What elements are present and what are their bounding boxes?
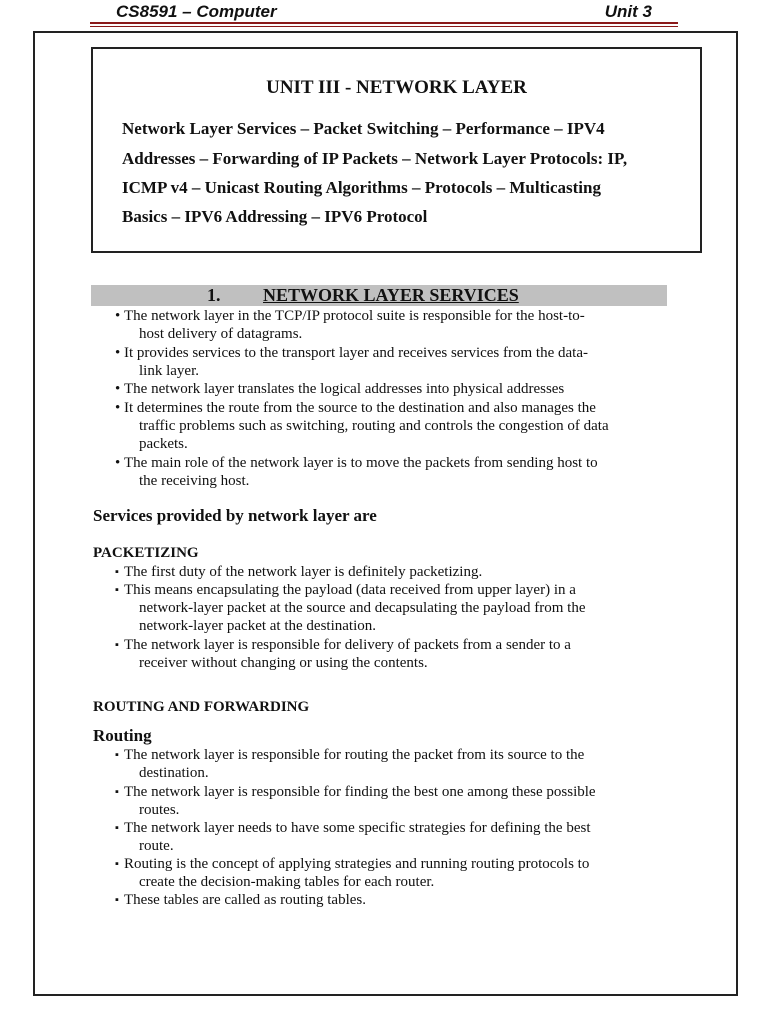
section-number: 1. [207, 285, 221, 305]
bullet-text: route. [139, 838, 174, 854]
bullet-square-icon: ▪ [115, 858, 119, 870]
bullet-square-icon: ▪ [115, 749, 119, 761]
unit-title: UNIT III - NETWORK LAYER [266, 77, 527, 98]
bullet-dot-icon: • [115, 455, 121, 471]
bullet-text: The network layer is responsible for routing the packet from its source to the [124, 747, 585, 763]
bullet-text: routes. [139, 802, 180, 818]
syllabus-line: ICMP v4 – Unicast Routing Algorithms – Protocols – Multicasting [122, 178, 601, 197]
bullet-text: The network layer translates the logical addresses into physical addresses [124, 381, 565, 397]
course-code: CS8591 – Computer [116, 2, 277, 21]
syllabus-line: Basics – IPV6 Addressing – IPV6 Protocol [122, 207, 428, 226]
header-rule-thin [90, 26, 678, 27]
bullet-text: Routing is the concept of applying strategies and running routing protocols to [124, 856, 590, 872]
bullet-square-icon: ▪ [115, 894, 119, 906]
bullet-square-icon: ▪ [115, 584, 119, 596]
routing-forwarding-heading: ROUTING AND FORWARDING [93, 699, 310, 715]
section-title: NETWORK LAYER SERVICES [263, 285, 519, 305]
syllabus-box [91, 47, 702, 253]
bullet-text: traffic problems such as switching, routing and controls the congestion of data [139, 418, 609, 434]
bullet-text: These tables are called as routing tables. [124, 892, 366, 908]
bullet-square-icon: ▪ [115, 822, 119, 834]
routing-subheading: Routing [93, 726, 152, 745]
bullet-text: packets. [139, 436, 188, 452]
bullet-text: The first duty of the network layer is definitely packetizing. [124, 564, 483, 580]
bullet-text: The main role of the network layer is to move the packets from sending host to [124, 455, 598, 471]
bullet-square-icon: ▪ [115, 566, 119, 578]
bullet-text: The network layer is responsible for finding the best one among these possible [124, 784, 596, 800]
header-rule [90, 22, 678, 24]
bullet-text: the receiving host. [139, 473, 250, 489]
bullet-text: The network layer needs to have some specific strategies for defining the best [124, 820, 591, 836]
page-header [90, 2, 678, 22]
bullet-text: The network layer in the TCP/IP protocol suite is responsible for the host-to- [124, 308, 585, 324]
bullet-square-icon: ▪ [115, 639, 119, 651]
bullet-text: host delivery of datagrams. [139, 326, 303, 342]
section-heading-band [91, 285, 667, 306]
bullet-text: It provides services to the transport layer and receives services from the data- [124, 345, 588, 361]
bullet-text: destination. [139, 765, 209, 781]
bullet-text: This means encapsulating the payload (data received from upper layer) in a [124, 582, 576, 598]
bullet-text: network-layer packet at the destination. [139, 618, 376, 634]
bullet-text: The network layer is responsible for delivery of packets from a sender to a [124, 637, 571, 653]
bullet-dot-icon: • [115, 345, 121, 361]
bullet-text: It determines the route from the source to the destination and also manages the [124, 400, 596, 416]
syllabus-line: Network Layer Services – Packet Switching – Performance – IPV4 [122, 119, 605, 138]
bullet-square-icon: ▪ [115, 786, 119, 798]
syllabus-line: Addresses – Forwarding of IP Packets – Network Layer Protocols: IP, [122, 149, 628, 168]
bullet-text: receiver without changing or using the contents. [139, 655, 428, 671]
bullet-text: network-layer packet at the source and decapsulating the payload from the [139, 600, 586, 616]
footer-rule [33, 995, 738, 996]
unit-label: Unit 3 [604, 2, 652, 21]
packetizing-heading: PACKETIZING [93, 545, 199, 561]
bullet-text: create the decision-making tables for each router. [139, 874, 435, 890]
bullet-text: link layer. [139, 363, 199, 379]
bullet-dot-icon: • [115, 400, 121, 416]
services-heading: Services provided by network layer are [93, 506, 377, 525]
bullet-dot-icon: • [115, 381, 121, 397]
bullet-dot-icon: • [115, 308, 121, 324]
